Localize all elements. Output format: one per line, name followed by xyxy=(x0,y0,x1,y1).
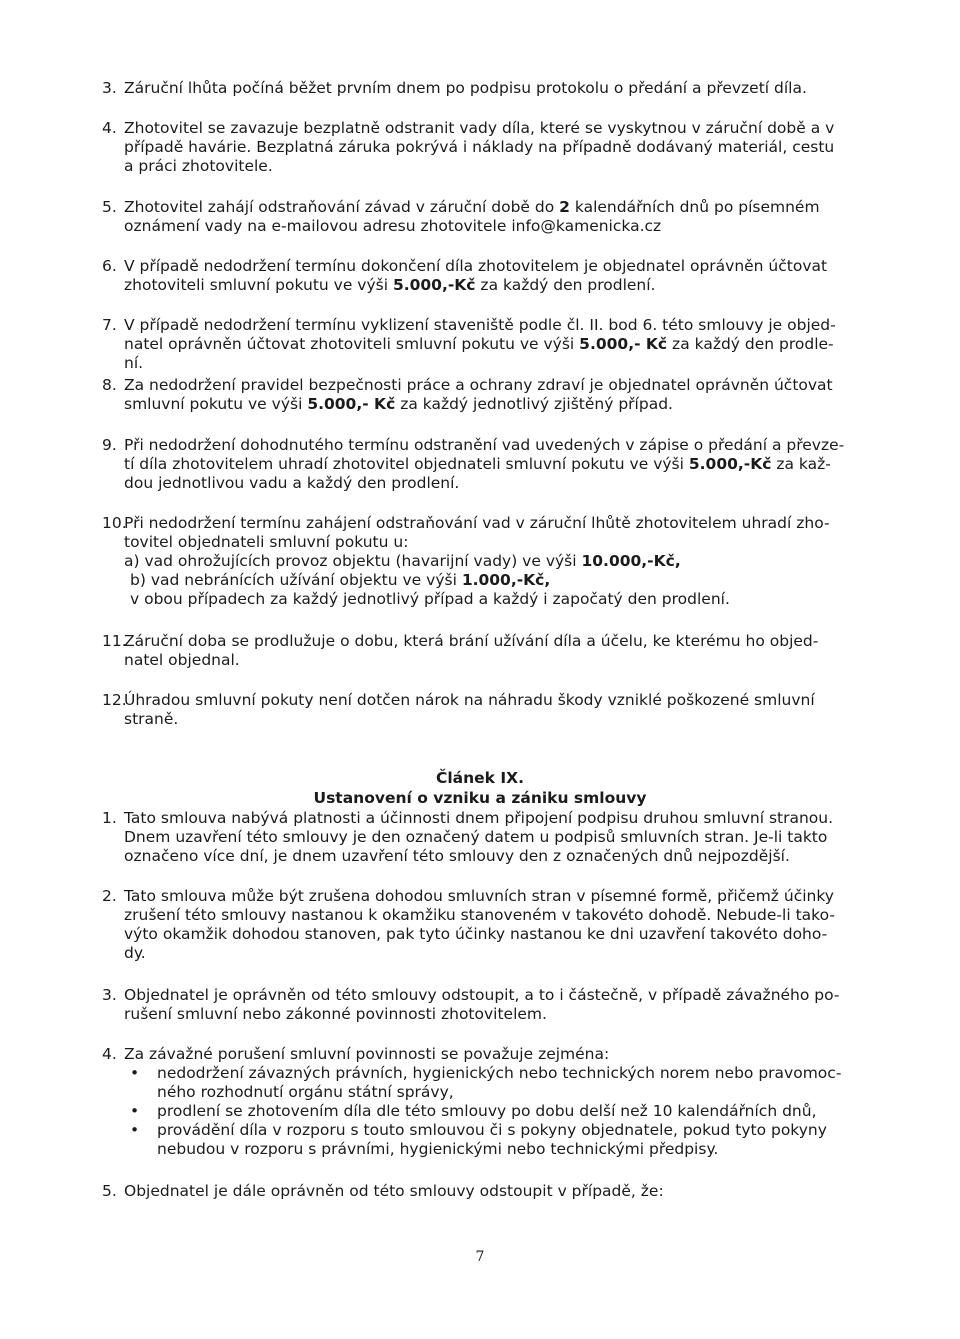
clause-item-8 xyxy=(102,376,892,414)
clause-text-line: případě havárie. Bezplatná záruka pokrývá i náklady na případně dodávaný materiál, cestu xyxy=(124,138,835,156)
clause-text-line xyxy=(124,571,892,590)
clause-text-line: ní. xyxy=(124,354,144,372)
bullet-text-line: nebudou v rozporu s právními, hygienickými nebo technickými předpisy. xyxy=(157,1140,719,1158)
clause-number: 11. xyxy=(102,632,127,650)
clause-text-line xyxy=(124,455,892,474)
text-segment: smluvní pokutu ve výši xyxy=(124,395,308,413)
clause-text-line xyxy=(124,276,892,295)
clause-text-line: v obou případech za každý jednotlivý případ a každý i započatý den prodlení. xyxy=(130,590,730,608)
article-item-1 xyxy=(102,809,892,866)
bullet-dot: • xyxy=(130,1121,140,1139)
clause-text-line: tovitel objednateli smluvní pokutu u: xyxy=(124,533,409,551)
clause-text-line: Záruční doba se prodlužuje o dobu, která brání užívání díla a účelu, ke kterému ho objed- xyxy=(124,632,819,650)
clause-number: 12. xyxy=(102,691,127,709)
clause-text-line: natel objednal. xyxy=(124,651,240,669)
text-segment: zhotoviteli smluvní pokutu ve výši xyxy=(124,276,393,294)
clause-text-line: Při nedodržení dohodnutého termínu odstranění vad uvedených v zápise o předání a převze- xyxy=(124,436,845,454)
clause-number: 9. xyxy=(102,436,117,454)
clause-text-line: Za závažné porušení smluvní povinnosti se považuje zejména: xyxy=(124,1045,610,1063)
clause-text-line: Tato smlouva nabývá platnosti a účinnosti dnem připojení podpisu druhou smluvní stranou. xyxy=(124,809,834,827)
article-item-3 xyxy=(102,986,892,1024)
article-title: Článek IX. xyxy=(435,769,524,787)
bullet-item xyxy=(124,1121,892,1159)
text-segment: za každý den prodle- xyxy=(667,335,834,353)
clause-item-4 xyxy=(102,119,892,176)
clause-text-line: Objednatel je oprávněn od této smlouvy odstoupit, a to i částečně, v případě závažného po- xyxy=(124,986,840,1004)
clause-number: 6. xyxy=(102,257,117,275)
clause-item-9 xyxy=(102,436,892,493)
bold-value: 5.000,-Kč xyxy=(392,276,476,294)
clause-text-line xyxy=(124,198,892,217)
clause-text-line xyxy=(124,552,892,571)
text-segment: natel oprávněn účtovat zhotoviteli smluvní pokutu ve výši xyxy=(124,335,580,353)
clause-item-7 xyxy=(102,316,892,373)
clause-text-line: Záruční lhůta počíná běžet prvním dnem po podpisu protokolu o předání a převzetí díla. xyxy=(124,79,807,97)
clause-text-line: a práci zhotovitele. xyxy=(124,157,273,175)
clause-item-3 xyxy=(102,79,892,98)
clause-text-line: Objednatel je dále oprávněn od této smlouvy odstoupit v případě, že: xyxy=(124,1182,664,1200)
bullet-text-line: ného rozhodnutí orgánu státní správy, xyxy=(157,1083,454,1101)
obligation-bullet-list xyxy=(124,1064,892,1159)
clause-number: 3. xyxy=(102,79,117,97)
clause-item-10 xyxy=(102,514,892,609)
clause-item-12 xyxy=(102,691,892,729)
clause-text-line: Dnem uzavření této smlouvy je den označený datem u podpisů smluvních stran. Je-li takto xyxy=(124,828,828,846)
bullet-text-line: nedodržení závazných právních, hygienických nebo technických norem nebo pravomoc- xyxy=(157,1064,842,1082)
text-segment: a) vad ohrožujících provoz objektu (havarijní vady) ve výši xyxy=(124,552,582,570)
clause-number: 8. xyxy=(102,376,117,394)
clause-text-line: Při nedodržení termínu zahájení odstraňování vad v záruční lhůtě zhotovitelem uhradí zho- xyxy=(124,514,830,532)
clause-text-line: dou jednotlivou vadu a každý den prodlení. xyxy=(124,474,460,492)
clause-text-line: V případě nedodržení termínu dokončení díla zhotovitelem je objednatel oprávněn účtovat xyxy=(124,257,828,275)
text-segment: za kaž- xyxy=(771,455,831,473)
clause-number: 7. xyxy=(102,316,117,334)
article-item-5 xyxy=(102,1182,892,1201)
bold-value: 5.000,-Kč xyxy=(688,455,772,473)
clause-text-line: dy. xyxy=(124,944,146,962)
clause-text-line xyxy=(124,395,892,414)
text-segment: kalendářních dnů po písemném xyxy=(569,198,820,216)
clause-text-line: výto okamžik dohodou stanoven, pak tyto účinky nastanou ke dni uzavření takovéto doho- xyxy=(124,925,828,943)
clause-number: 1. xyxy=(102,809,117,827)
clause-text-line: Zhotovitel se zavazuje bezplatně odstranit vady díla, které se vyskytnou v záruční době a v xyxy=(124,119,835,137)
bullet-text-line: prodlení se zhotovením díla dle této smlouvy po dobu delší než 10 kalendářních dnů, xyxy=(157,1102,817,1120)
clause-item-5 xyxy=(102,198,892,236)
clause-text-line: V případě nedodržení termínu vyklizení staveniště podle čl. II. bod 6. této smlouvy je objed- xyxy=(124,316,836,334)
text-segment: tí díla zhotovitelem uhradí zhotovitel objednateli smluvní pokutu ve výši xyxy=(124,455,689,473)
bold-value: 1.000,-Kč, xyxy=(461,571,551,589)
bullet-item xyxy=(124,1064,892,1102)
clause-number: 5. xyxy=(102,1182,117,1200)
clause-text-line: rušení smluvní nebo zákonné povinnosti zhotovitelem. xyxy=(124,1005,547,1023)
clause-item-6 xyxy=(102,257,892,295)
text-segment: za každý den prodlení. xyxy=(475,276,656,294)
clause-number: 4. xyxy=(102,119,117,137)
article-subtitle: Ustanovení o vzniku a zániku smlouvy xyxy=(313,789,647,807)
bullet-dot: • xyxy=(130,1102,140,1120)
page-number: 7 xyxy=(475,1249,485,1265)
bullet-item xyxy=(124,1102,892,1121)
clause-item-11 xyxy=(102,632,892,670)
article-item-4 xyxy=(102,1045,892,1159)
clause-number: 2. xyxy=(102,887,117,905)
clause-text-line: Za nedodržení pravidel bezpečnosti práce a ochrany zdraví je objednatel oprávněn účtovat xyxy=(124,376,833,394)
text-segment: Zhotovitel zahájí odstraňování závad v záruční době do xyxy=(124,198,560,216)
clause-text-line: oznámení vady na e-mailovou adresu zhotovitele info@kamenicka.cz xyxy=(124,217,662,235)
bold-value: 5.000,- Kč xyxy=(579,335,668,353)
text-segment: za každý jednotlivý zjištěný případ. xyxy=(395,395,673,413)
clause-number: 10. xyxy=(102,514,127,532)
clause-text-line: straně. xyxy=(124,710,179,728)
article-item-2 xyxy=(102,887,892,963)
clause-text-line: Úhradou smluvní pokuty není dotčen nárok na náhradu škody vzniklé poškozené smluvní xyxy=(124,691,815,709)
clause-text-line: zrušení této smlouvy nastanou k okamžiku stanoveném v takovéto dohodě. Nebude-li tako- xyxy=(124,906,835,924)
clause-number: 3. xyxy=(102,986,117,1004)
clause-text-line xyxy=(124,335,892,354)
bold-value: 5.000,- Kč xyxy=(307,395,396,413)
bold-value: 10.000,-Kč, xyxy=(581,552,681,570)
clause-number: 4. xyxy=(102,1045,117,1063)
text-segment: b) vad nebránících užívání objektu ve výši xyxy=(130,571,462,589)
clause-number: 5. xyxy=(102,198,117,216)
bold-value: 2 xyxy=(559,198,570,216)
clause-text-line: Tato smlouva může být zrušena dohodou smluvních stran v písemné formě, přičemž účinky xyxy=(124,887,834,905)
clause-text-line: označeno více dní, je dnem uzavření této smlouvy den z označených dnů nejpozdější. xyxy=(124,847,790,865)
bullet-dot: • xyxy=(130,1064,140,1082)
bullet-text-line: provádění díla v rozporu s touto smlouvou či s pokyny objednatele, pokud tyto pokyny xyxy=(157,1121,827,1139)
